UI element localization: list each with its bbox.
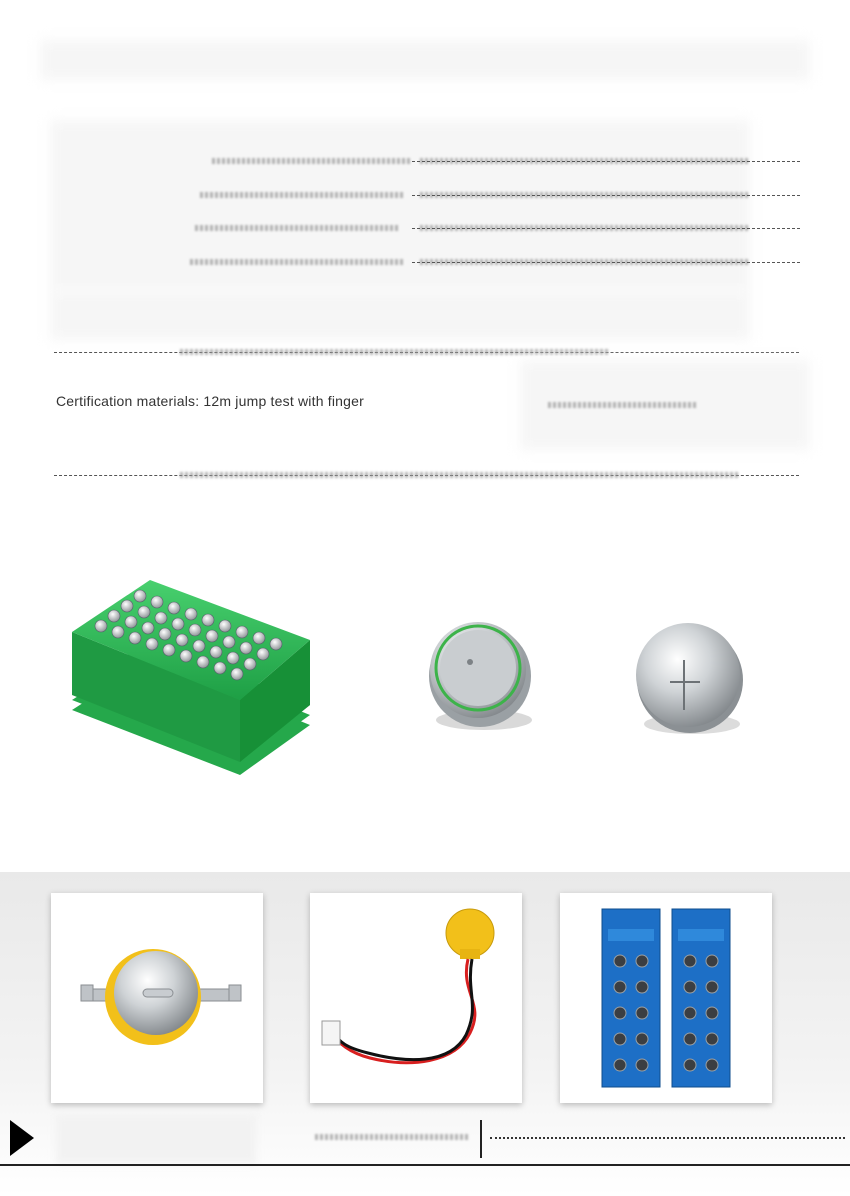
button-cell-side-image	[636, 623, 743, 734]
blister-pack-image	[560, 893, 772, 1103]
product-card-tab-cell[interactable]	[51, 893, 263, 1103]
spec-divider	[412, 262, 800, 263]
spec-section	[0, 0, 850, 500]
blurred-spec-label	[200, 192, 405, 198]
spec-divider	[412, 195, 800, 196]
blurred-spec-label	[190, 259, 405, 265]
blurred-footer-text	[315, 1134, 470, 1140]
blurred-spec-label	[212, 158, 412, 164]
blurred-cert-note	[548, 402, 698, 408]
blurred-row-text	[180, 472, 740, 478]
spec-divider	[412, 228, 800, 229]
product-card-blister[interactable]	[560, 893, 772, 1103]
battery-tray-image	[72, 580, 310, 775]
button-cell-top-image	[429, 622, 532, 730]
product-gallery-top	[0, 540, 850, 840]
product-photos-svg	[0, 540, 850, 840]
tab-coin-cell-image	[51, 893, 263, 1103]
blurred-header	[40, 40, 810, 80]
blurred-row	[50, 290, 750, 340]
certification-text: Certification materials: 12m jump test with finger	[56, 393, 364, 409]
spec-divider	[412, 161, 800, 162]
product-card-wired-cell[interactable]	[310, 893, 522, 1103]
footer-vertical-divider	[480, 1120, 482, 1158]
play-icon	[10, 1120, 34, 1156]
blurred-spec-label	[195, 225, 400, 231]
wired-coin-cell-image	[310, 893, 522, 1103]
footer-dotted-rule	[490, 1137, 845, 1139]
blurred-row-text	[180, 349, 610, 355]
footer-rule	[0, 1164, 850, 1166]
blurred-footer-block	[56, 1115, 256, 1163]
